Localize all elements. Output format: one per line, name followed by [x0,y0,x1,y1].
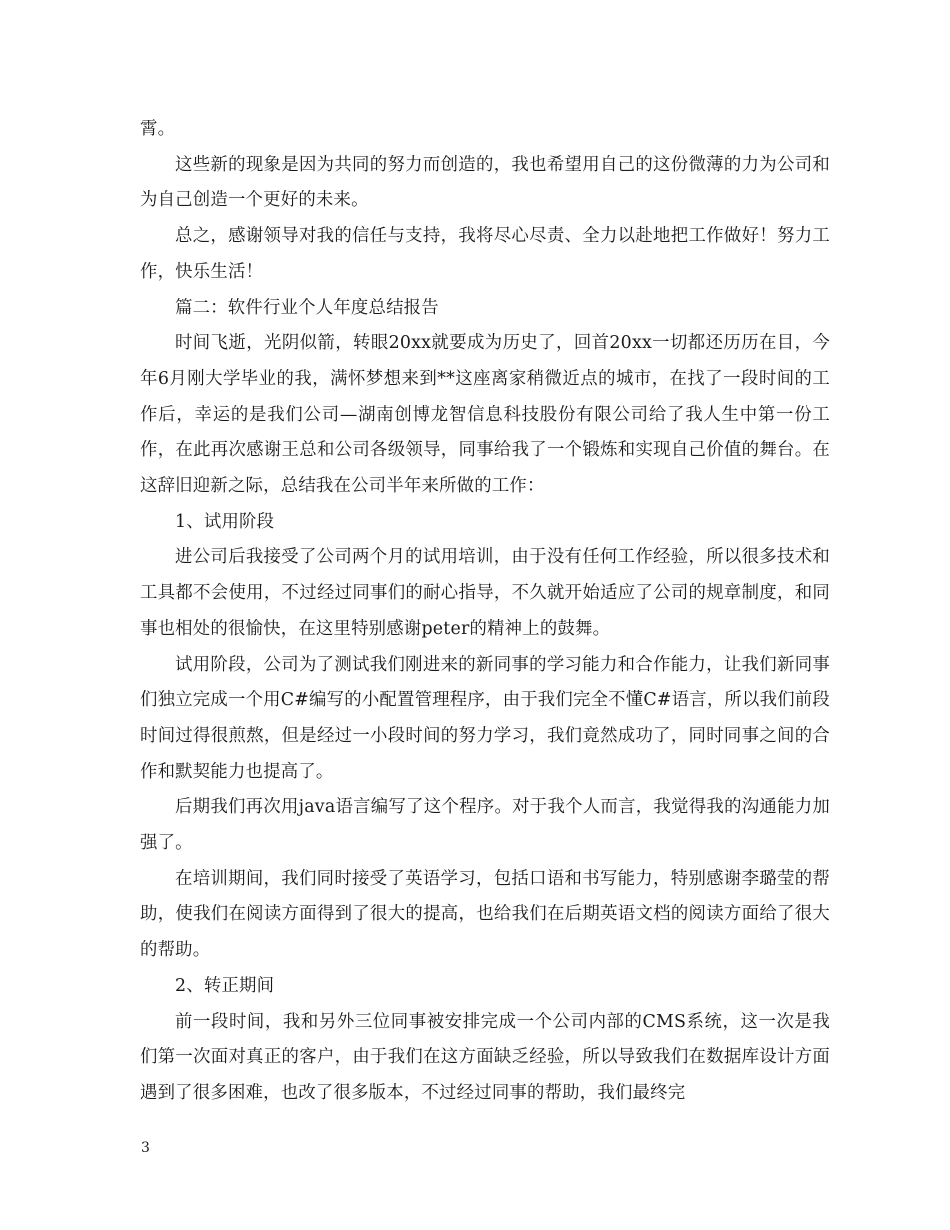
document-body [140,112,830,1112]
section-heading-part-two: 篇二：软件行业个人年度总结报告 [175,297,439,318]
paragraph-trial-training: 进公司后我接受了公司两个月的试用培训，由于没有任何工作经验，所以很多技术和工具都不会使用，不过经过同事们的耐心指导，不久就开始适应了公司的规章制度，和同事也相处的很愉快，在这里特别感谢peter的精神上的鼓舞。 [140,547,830,639]
heading-trial-period: 1、试用阶段 [175,511,275,532]
page-number: 3 [141,1140,150,1156]
paragraph-cms-system: 前一段时间，我和另外三位同事被安排完成一个公司内部的CMS系统，这一次是我们第一次面对真正的客户，由于我们在这方面缺乏经验，所以导致我们在数据库设计方面遇到了很多困难，也改了很多版本，不过经过同事的帮助，我们最终完 [140,1011,830,1103]
paragraph-english-training: 在培训期间，我们同时接受了英语学习，包括口语和书写能力，特别感谢李璐莹的帮助，使我们在阅读方面得到了很大的提高，也给我们在后期英语文档的阅读方面给了很大的帮助。 [140,868,830,961]
paragraph-trial-csharp: 试用阶段，公司为了测试我们刚进来的新同事的学习能力和合作能力，让我们新同事们独立完成一个用C#编写的小配置管理程序，由于我们完全不懂C#语言，所以我们前段时间过得很煎熬，但是经过一小段时间的努力学习，我们竟然成功了，同时同事之间的合作和默契能力也提高了。 [140,654,830,782]
paragraph-time-flies: 时间飞逝，光阴似箭，转眼20xx就要成为历史了，回首20xx一切都还历历在目，今年6月刚大学毕业的我，满怀梦想来到**这座离家稍微近点的城市，在找了一段时间的工作后，幸运的是我们公司—湖南创博龙智信息科技股份有限公司给了我人生中第一份工作，在此再次感谢王总和公司各级领导，同事给我了一个锻炼和实现自己价值的舞台。在这辞旧迎新之际，总结我在公司半年来所做的工作： [140,333,830,497]
heading-regularization-period: 2、转正期间 [175,975,275,996]
paragraph-continuation: 霄。 [140,119,176,139]
paragraph-new-phenomena: 这些新的现象是因为共同的努力而创造的，我也希望用自己的这份微薄的力为公司和为自己创造一个更好的未来。 [140,154,830,211]
paragraph-thanks-leaders: 总之，感谢领导对我的信任与支持，我将尽心尽责、全力以赴地把工作做好！努力工作，快乐生活！ [140,226,830,282]
paragraph-java-program: 后期我们再次用java语言编写了这个程序。对于我个人而言，我觉得我的沟通能力加强了。 [140,797,830,854]
